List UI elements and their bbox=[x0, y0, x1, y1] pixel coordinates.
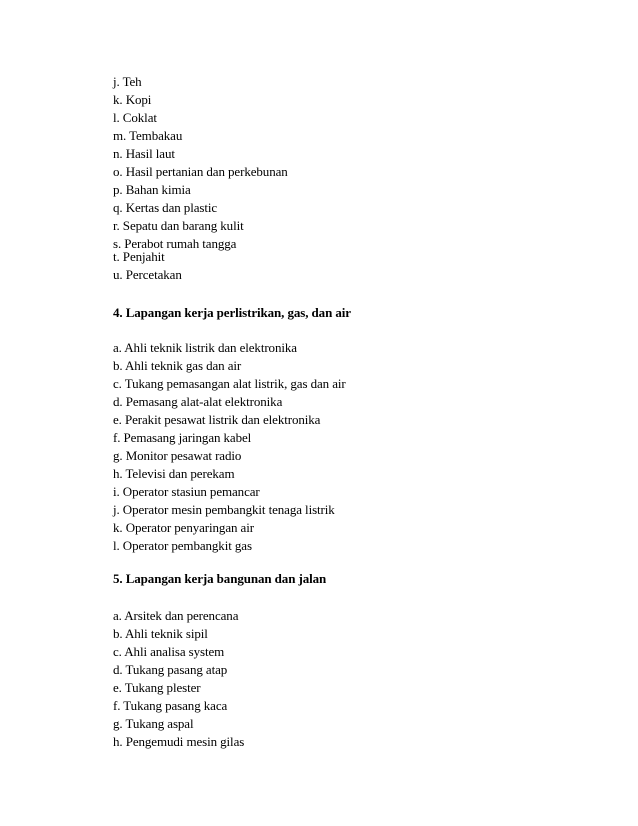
list-item: l. Operator pembangkit gas bbox=[113, 538, 252, 553]
list-item: e. Tukang plester bbox=[113, 680, 201, 695]
list-item: h. Televisi dan perekam bbox=[113, 466, 235, 481]
list-item: c. Tukang pemasangan alat listrik, gas dan air bbox=[113, 376, 346, 391]
list-item: d. Pemasang alat-alat elektronika bbox=[113, 394, 283, 409]
list-item: f. Tukang pasang kaca bbox=[113, 698, 228, 713]
list-item: g. Tukang aspal bbox=[113, 716, 194, 731]
industry-list-continued bbox=[113, 73, 593, 284]
list-item: a. Ahli teknik listrik dan elektronika bbox=[113, 340, 297, 355]
list-item: o. Hasil pertanian dan perkebunan bbox=[113, 164, 288, 179]
list-item: b. Ahli teknik sipil bbox=[113, 626, 208, 641]
section-4-heading: 4. Lapangan kerja perlistrikan, gas, dan air bbox=[113, 305, 351, 320]
list-item: k. Kopi bbox=[113, 92, 152, 107]
list-item: m. Tembakau bbox=[113, 128, 183, 143]
list-item: j. Operator mesin pembangkit tenaga listrik bbox=[113, 502, 335, 517]
list-item: p. Bahan kimia bbox=[113, 182, 191, 197]
list-item: s. Perabot rumah tangga bbox=[113, 236, 237, 251]
section-4-list bbox=[113, 339, 593, 555]
list-item: q. Kertas dan plastic bbox=[113, 200, 218, 215]
list-item: u. Percetakan bbox=[113, 267, 182, 282]
list-item: h. Pengemudi mesin gilas bbox=[113, 734, 245, 749]
section-5-heading: 5. Lapangan kerja bangunan dan jalan bbox=[113, 571, 327, 586]
list-item: r. Sepatu dan barang kulit bbox=[113, 218, 244, 233]
list-item: e. Perakit pesawat listrik dan elektronika bbox=[113, 412, 321, 427]
list-item: f. Pemasang jaringan kabel bbox=[113, 430, 252, 445]
list-item: d. Tukang pasang atap bbox=[113, 662, 228, 677]
list-item: a. Arsitek dan perencana bbox=[113, 608, 239, 623]
list-item: g. Monitor pesawat radio bbox=[113, 448, 242, 463]
list-item: n. Hasil laut bbox=[113, 146, 175, 161]
list-item: c. Ahli analisa system bbox=[113, 644, 225, 659]
list-item: l. Coklat bbox=[113, 110, 157, 125]
list-item: j. Teh bbox=[113, 74, 142, 89]
list-item: t. Penjahit bbox=[113, 249, 165, 264]
list-item: b. Ahli teknik gas dan air bbox=[113, 358, 242, 373]
list-item: i. Operator stasiun pemancar bbox=[113, 484, 260, 499]
section-5-list bbox=[113, 607, 593, 751]
list-item: k. Operator penyaringan air bbox=[113, 520, 254, 535]
